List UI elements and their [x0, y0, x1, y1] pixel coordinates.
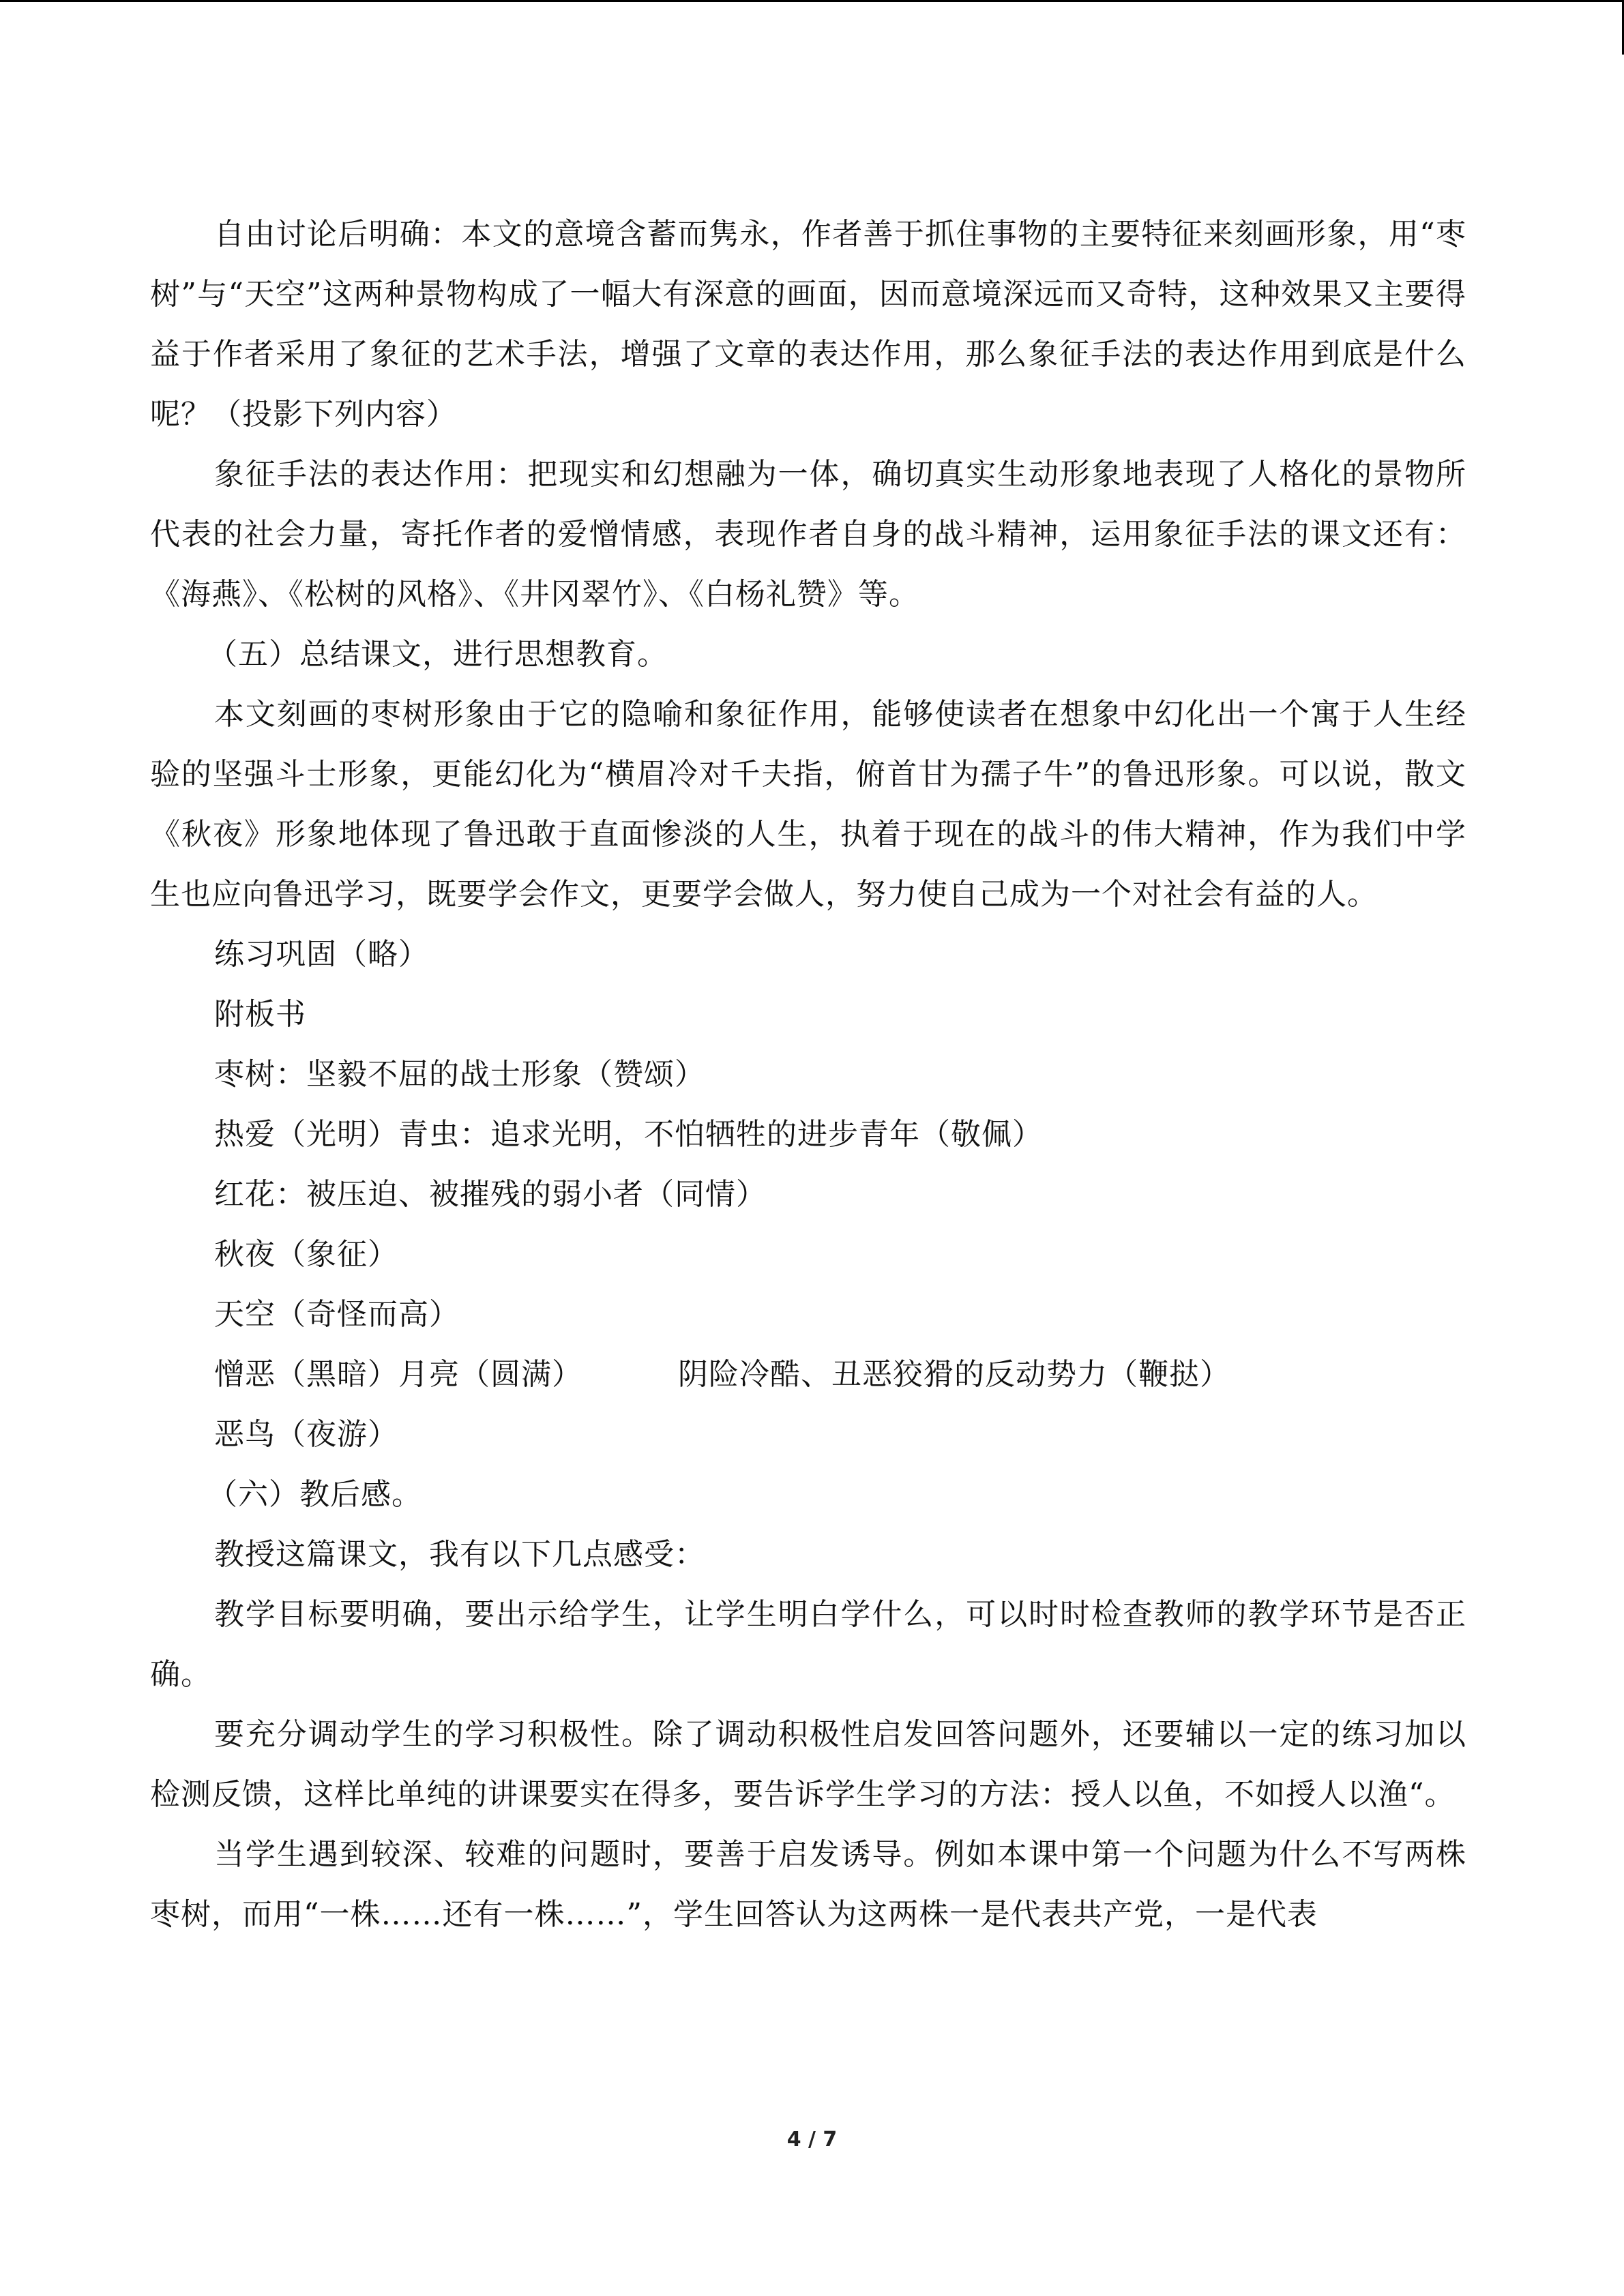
line-blackboard-night: 秋夜（象征）	[214, 1237, 398, 1272]
line-blackboard-moon-right: 阴险冷酷、丑恶狡猾的反动势力（鞭挞）	[678, 1357, 1230, 1392]
line-blackboard-bird: 恶鸟（夜游）	[214, 1417, 398, 1452]
section-heading-summary: （五）总结课文，进行思想教育。	[207, 637, 668, 672]
line-blackboard-title: 附板书	[214, 997, 306, 1032]
paragraph-symbolism-effect: 象征手法的表达作用：把现实和幻想融为一体，确切真实生动形象地表现了人格化的景物所代表的社会力量，寄托作者的爱憎情感，表现作者自身的战斗精神，运用象征手法的课文还有：《海燕》、《松树的风格》、《井冈翠竹》、《白杨礼赞》等。	[150, 457, 1466, 612]
paragraph-reflection-guidance: 当学生遇到较深、较难的问题时，要善于启发诱导。例如本课中第一个问题为什么不写两株枣树，而用“一株……还有一株……”，学生回答认为这两株一是代表共产党，一是代表	[150, 1837, 1466, 1932]
line-blackboard-jujube: 枣树：坚毅不屈的战士形象（赞颂）	[214, 1057, 705, 1092]
paragraph-discussion: 自由讨论后明确：本文的意境含蓄而隽永，作者善于抓住事物的主要特征来刻画形象，用“枣树”与“天空”这两种景物构成了一幅大有深意的画面，因而意境深远而又奇特，这种效果又主要得益于作者采用了象征的艺术手法，增强了文章的表达作用，那么象征手法的表达作用到底是什么呢？（投影下列内容）	[150, 217, 1466, 432]
line-blackboard-insect: 热爱（光明）青虫：追求光明，不怕牺牲的进步青年（敬佩）	[214, 1117, 1043, 1152]
section-heading-reflection: （六）教后感。	[207, 1477, 422, 1512]
document-body	[150, 205, 1466, 1945]
line-reflection-intro: 教授这篇课文，我有以下几点感受：	[214, 1537, 705, 1572]
paragraph-summary: 本文刻画的枣树形象由于它的隐喻和象征作用，能够使读者在想象中幻化出一个寓于人生经验的坚强斗士形象，更能幻化为“横眉冷对千夫指，俯首甘为孺子牛”的鲁迅形象。可以说，散文《秋夜》形象地体现了鲁迅敢于直面惨淡的人生，执着于现在的战斗的伟大精神，作为我们中学生也应向鲁迅学习，既要学会作文，更要学会做人，努力使自己成为一个对社会有益的人。	[150, 697, 1466, 912]
line-blackboard-moon	[150, 1345, 1466, 1405]
line-practice: 练习巩固（略）	[214, 937, 429, 972]
paragraph-reflection-motivation: 要充分调动学生的学习积极性。除了调动积极性启发回答问题外，还要辅以一定的练习加以检测反馈，这样比单纯的讲课要实在得多，要告诉学生学习的方法：授人以鱼，不如授人以渔“。	[150, 1717, 1466, 1812]
line-blackboard-sky: 天空（奇怪而高）	[214, 1297, 460, 1332]
page-top-border	[0, 0, 1624, 2]
line-blackboard-moon-left: 憎恶（黑暗）月亮（圆满）	[214, 1357, 582, 1392]
page-number: 4 / 7	[786, 2128, 838, 2151]
paragraph-reflection-goals: 教学目标要明确，要出示给学生，让学生明白学什么，可以时时检查教师的教学环节是否正确。	[150, 1597, 1466, 1692]
line-blackboard-flower: 红花：被压迫、被摧残的弱小者（同情）	[214, 1177, 767, 1212]
